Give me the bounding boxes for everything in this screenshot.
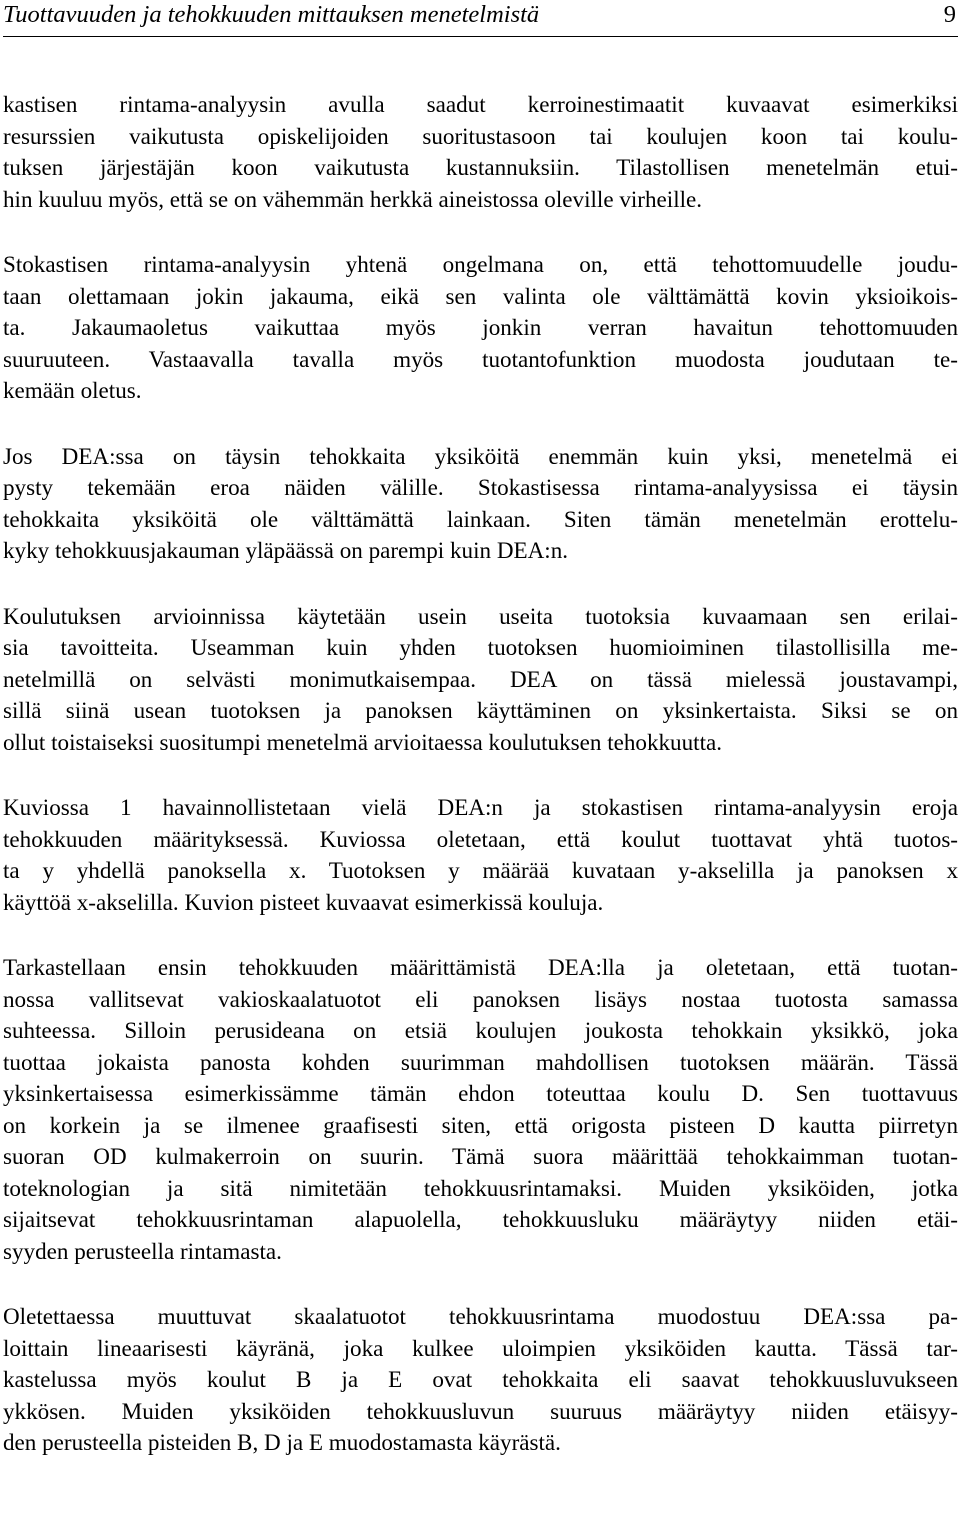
paragraph (3, 89, 958, 215)
text-line: tehokkuuden määrityksessä. Kuviossa oletetaan, että koulut tuottavat yhtä tuotos- (3, 825, 958, 852)
text-line: Tarkastellaan ensin tehokkuuden määrittämistä DEA:lla ja oletetaan, että tuotan- (3, 954, 958, 980)
paragraph (3, 601, 958, 759)
text-line: nossa vallitsevat vakioskaalatuotot eli panoksen lisäys nostaa tuotosta samassa (3, 985, 958, 1012)
text-line: sia tavoitteita. Useamman kuin yhden tuotoksen huomioiminen tilastollisilla me- (3, 634, 958, 660)
text-line: resurssien vaikutusta opiskelijoiden suoritustasoon tai koulujen koon tai koulu- (3, 122, 958, 149)
text-line: kyky tehokkuusjakauman yläpäässä on parempi kuin DEA:n. (3, 537, 569, 563)
text-line: tuottaa jokaista panosta kohden suurimman mahdollisen tuotoksen määrän. Tässä (3, 1048, 958, 1075)
paragraph (3, 792, 958, 918)
text-line: kastelussa myös koulut B ja E ovat tehokkaita eli saavat tehokkuusluvukseen (3, 1366, 958, 1392)
paragraph (3, 441, 958, 567)
text-line: ta y yhdellä panoksella x. Tuotoksen y määrää kuvataan y-akselilla ja panoksen x (3, 857, 958, 883)
body-text (3, 89, 958, 1459)
text-line: loittain lineaarisesti käyränä, joka kulkee uloimpien yksiköiden kautta. Tässä tar- (3, 1334, 958, 1361)
text-line: Oletettaessa muuttuvat skaalatuotot tehokkuusrintama muodostuu DEA:ssa pa- (3, 1303, 958, 1329)
text-line: kastisen rintama-analyysin avulla saadut kerroinestimaatit kuvaavat esimerkiksi (3, 91, 958, 117)
text-line: hin kuuluu myös, että se on vähemmän herkkä aineistossa oleville virheille. (3, 185, 703, 212)
text-line: tuksen järjestäjän koon vaikutusta kustannuksiin. Tilastollisen menetelmän etui- (3, 154, 958, 180)
text-line: on korkein ja se ilmenee graafisesti siten, että origosta pisteen D kautta piirretyn (3, 1111, 958, 1138)
running-header (3, 0, 958, 37)
text-line: kemään oletus. (3, 377, 142, 403)
page-number: 9 (943, 1, 956, 28)
text-line: Koulutuksen arvioinnissa käytetään usein useita tuotoksia kuvaamaan sen erilai- (3, 602, 958, 629)
text-line: suuruuteen. Vastaavalla tavalla myös tuotantofunktion muodosta joudutaan te- (3, 345, 958, 372)
text-line: netelmillä on selvästi monimutkaisempaa. DEA on tässä mielessä joustavampi, (3, 665, 958, 692)
paragraph (3, 1301, 958, 1459)
text-line: ta. Jakaumaoletus vaikuttaa myös jonkin verran havaitun tehottomuuden (3, 314, 958, 340)
text-line: suhteessa. Silloin perusideana on etsiä koulujen joukosta tehokkain yksikkö, joka (3, 1017, 958, 1043)
text-line: ykkösen. Muiden yksiköiden tehokkuusluvun suuruus määräytyy niiden etäisyy- (3, 1397, 958, 1424)
text-line: ollut toistaiseksi suositumpi menetelmä arvioitaessa koulutuksen tehokkuutta. (3, 728, 723, 755)
paragraph (3, 952, 958, 1267)
text-line: käyttöä x-akselilla. Kuvion pisteet kuvaavat esimerkissä kouluja. (3, 888, 604, 915)
text-line: taan olettamaan jokin jakauma, eikä sen valinta ole välttämättä kovin yksioikois- (3, 282, 958, 309)
text-line: Kuviossa 1 havainnollistetaan vielä DEA:n ja stokastisen rintama-analyysin eroja (3, 794, 958, 820)
text-line: den perusteella pisteiden B, D ja E muodostamasta käyrästä. (3, 1429, 561, 1455)
text-line: suoran OD kulmakerroin on suurin. Tämä suora määrittää tehokkaimman tuotan- (3, 1143, 958, 1169)
text-line: sijaitsevat tehokkuusrintaman alapuolella, tehokkuusluku määräytyy niiden etäi- (3, 1206, 958, 1232)
text-line: toteknologian ja sitä nimitetään tehokkuusrintamaksi. Muiden yksiköiden, jotka (3, 1174, 958, 1201)
text-line: Jos DEA:ssa on täysin tehokkaita yksiköitä enemmän kuin yksi, menetelmä ei (3, 442, 958, 469)
text-line: Stokastisen rintama-analyysin yhtenä ongelmana on, että tehottomuudelle joudu- (3, 251, 958, 277)
text-line: tehokkaita yksiköitä ole välttämättä lainkaan. Siten tämän menetelmän erottelu- (3, 505, 958, 532)
text-line: yksinkertaisessa esimerkissämme tämän ehdon toteuttaa koulu D. Sen tuottavuus (3, 1080, 958, 1106)
paragraph (3, 249, 958, 407)
header-title: Tuottavuuden ja tehokkuuden mittauksen menetelmistä (3, 1, 540, 28)
text-line: pysty tekemään eroa näiden välille. Stokastisessa rintama-analyysissa ei täysin (3, 474, 958, 500)
text-line: syyden perusteella rintamasta. (3, 1237, 282, 1264)
text-line: sillä siinä usean tuotoksen ja panoksen käyttäminen on yksinkertaista. Siksi se on (3, 697, 958, 723)
